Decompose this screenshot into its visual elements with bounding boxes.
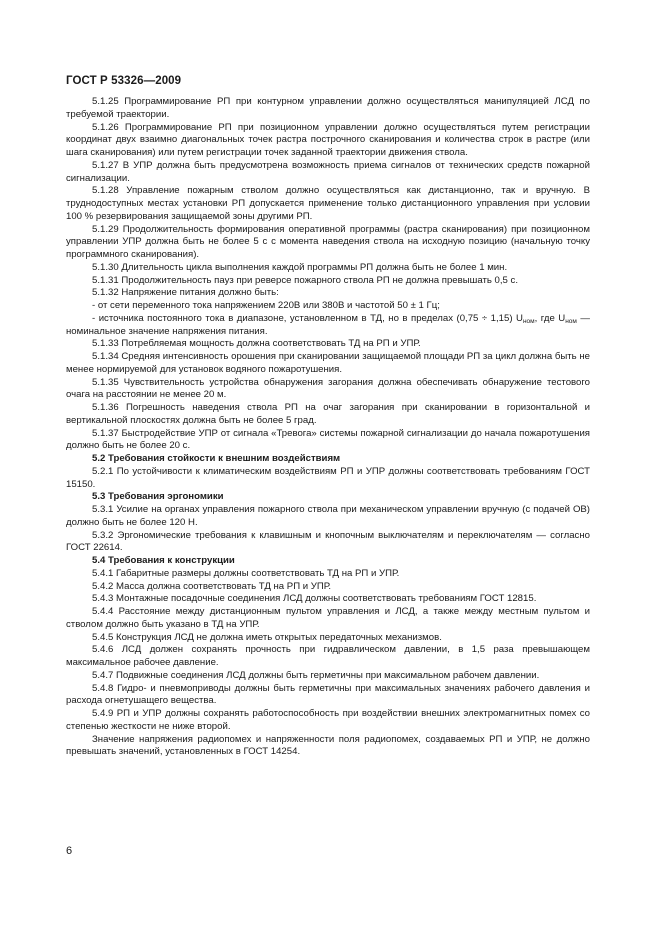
- page-number: 6: [66, 845, 73, 857]
- paragraph-5-1-33: 5.1.33 Потребляемая мощность должна соответствовать ТД на РП и УПР.: [92, 338, 421, 350]
- paragraph-5-4-4: 5.4.4 Расстояние между дистанционным пультом управления и ЛСД, а также между местным пультом и стволом должно быть указано в ТД на УПР.: [66, 606, 590, 630]
- paragraph-5-1-34: 5.1.34 Средняя интенсивность орошения при сканировании защищаемой площади РП за цикл должна быть не менее нормируемой для установок водяного пожаротушения.: [66, 351, 590, 375]
- paragraph-5-1-29: 5.1.29 Продолжительность формирования оперативной программы (растра сканирования) при позиционном управлении УПР должна быть не более 5 с с момента наведения ствола на исходную позицию (начальную точку программного сканирования).: [66, 223, 590, 260]
- paragraph-5-3-2: 5.3.2 Эргономические требования к клавишным и кнопочным выключателям и переключателям — согласно ГОСТ 22614.: [66, 529, 590, 554]
- section-heading-5-4: 5.4 Требования к конструкции: [92, 555, 235, 566]
- list-item-dc-supply: - источника постоянного тока в диапазоне, установленном в ТД, но в пределах (0,75 ÷ 1,15) $U_{ном}$, где $U_{ном}$ — номинальное значение напряжения питания.: [66, 312, 590, 337]
- paragraph-5-2-1: 5.2.1 По устойчивости к климатическим воздействиям РП и УПР должны соответствовать требованиям ГОСТ 15150.: [66, 465, 590, 490]
- paragraph-5-4-1: 5.4.1 Габаритные размеры должны соответствовать ТД на РП и УПР.: [92, 567, 400, 579]
- paragraph-5-4-3: 5.4.3 Монтажные посадочные соединения ЛСД должны соответствовать требованиям ГОСТ 12815.: [92, 593, 537, 605]
- list-item-ac-supply: - от сети переменного тока напряжением 220В или 380В и частотой 50 ± 1 Гц;: [92, 300, 440, 311]
- paragraph-5-3-1: 5.3.1 Усилие на органах управления пожарного ствола при механическом управлении вручную (с подачей ОВ) должно быть не более 120 Н.: [66, 504, 590, 528]
- paragraph-5-4-2: 5.4.2 Масса должна соответствовать ТД на РП и УПР.: [92, 580, 332, 592]
- paragraph-5-1-26: 5.1.26 Программирование РП при позиционном управлении должно осуществляться путем регистрации координат двух взаимно диагональных точек растра построчного сканирования и количества строк в растре (или шага сканирования) или путем регистрации точек заданной траектории движения ствола.: [66, 121, 590, 158]
- page-header: ГОСТ Р 53326—2009: [66, 75, 182, 87]
- paragraph-5-1-28: 5.1.28 Управление пожарным стволом должно осуществляться как дистанционно, так и вручную. В труднодоступных местах установки РП допускается применение только дистанционного управления при условии 100 % резервирования защищаемой зоны другими РП.: [66, 185, 590, 222]
- paragraph-5-1-25: 5.1.25 Программирование РП при контурном управлении должно осуществляться манипуляцией ЛСД по требуемой траектории.: [66, 96, 590, 120]
- paragraph-5-1-35: 5.1.35 Чувствительность устройства обнаружения загорания должна обеспечивать обнаружение тестового очага на расстоянии не менее 20 м.: [66, 376, 590, 401]
- paragraph-5-1-37: 5.1.37 Быстродействие УПР от сигнала «Тревога» системы пожарной сигнализации до начала пожаротушения должно быть не более 20 с.: [66, 427, 590, 452]
- paragraph-5-4-8: 5.4.8 Гидро- и пневмоприводы должны быть герметичны при максимальных значениях рабочего давления и расхода огнетушащего вещества.: [66, 682, 590, 707]
- paragraph-5-1-32: 5.1.32 Напряжение питания должно быть:: [92, 287, 279, 299]
- paragraph-5-4-5: 5.4.5 Конструкция ЛСД не должна иметь открытых передаточных механизмов.: [92, 631, 442, 643]
- paragraph-5-4-6: 5.4.6 ЛСД должен сохранять прочность при гидравлическом давлении, в 1,5 раза превышающем максимальное рабочее давление.: [66, 644, 590, 668]
- section-heading-5-2: 5.2 Требования стойкости к внешним воздействиям: [92, 453, 341, 464]
- paragraph-5-4-7: 5.4.7 Подвижные соединения ЛСД должны быть герметичны при максимальном рабочем давлении.: [92, 669, 540, 681]
- paragraph-5-4-9: 5.4.9 РП и УПР должны сохранять работоспособность при воздействии внешних электромагнитных помех со степенью жесткости не ниже второй.: [66, 708, 590, 732]
- paragraph-5-1-31: 5.1.31 Продолжительность пауз при реверсе пожарного ствола РП не должна превышать 0,5 с.: [92, 274, 518, 286]
- paragraph-radio-interference: Значение напряжения радиопомех и напряженности поля радиопомех, создаваемых РП и УПР, не должно превышать значений, установленных в ГОСТ 14254.: [66, 733, 590, 758]
- paragraph-5-1-27: 5.1.27 В УПР должна быть предусмотрена возможность приема сигналов от технических средств пожарной сигнализации.: [66, 159, 590, 184]
- section-heading-5-3: 5.3 Требования эргономики: [92, 491, 224, 503]
- paragraph-5-1-30: 5.1.30 Длительность цикла выполнения каждой программы РП должна быть не более 1 мин.: [92, 261, 508, 273]
- paragraph-5-1-36: 5.1.36 Погрешность наведения ствола РП на очаг загорания при сканировании в горизонтальной и вертикальной плоскостях должна быть не более 5 град.: [66, 402, 590, 426]
- body-text: [66, 96, 590, 759]
